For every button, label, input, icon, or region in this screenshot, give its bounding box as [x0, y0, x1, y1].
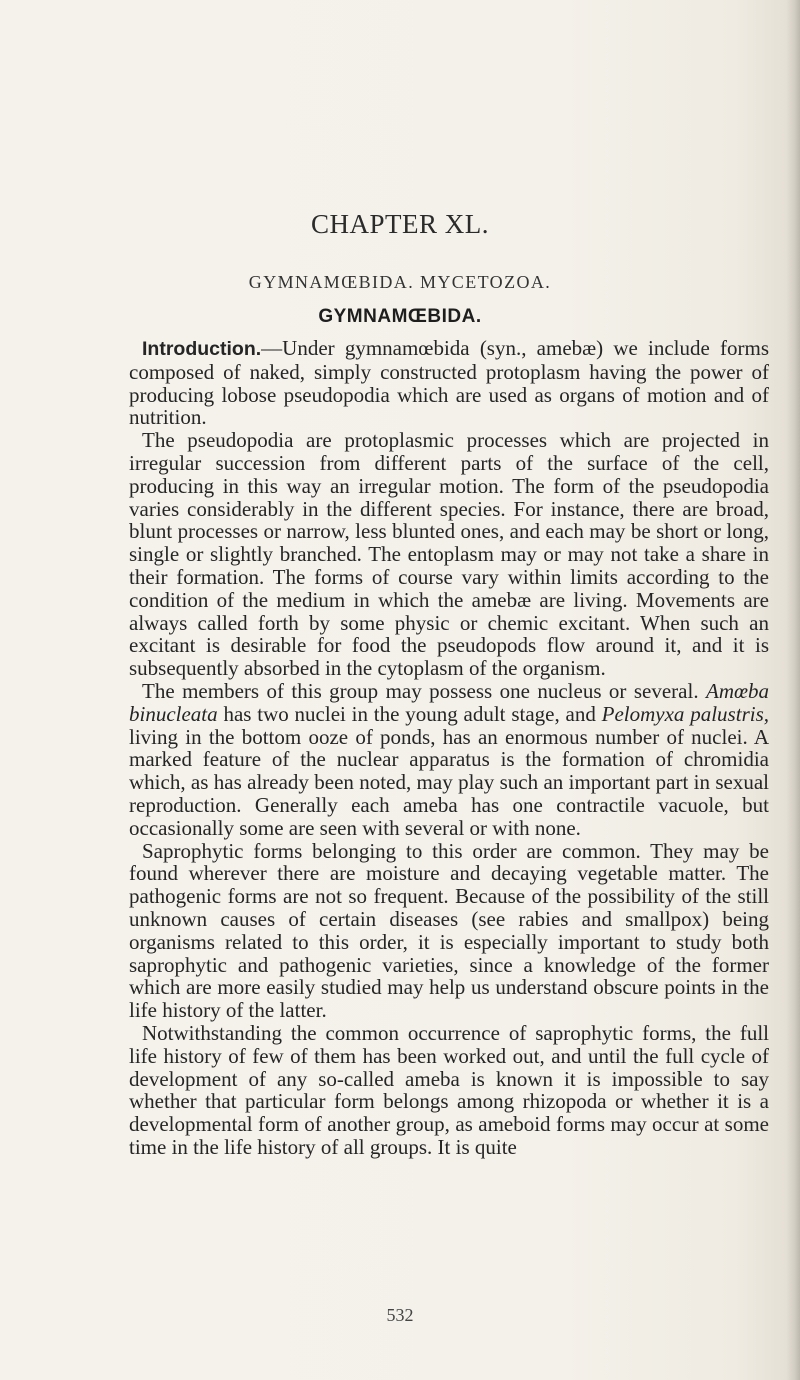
- paragraph-introduction: [129, 337, 769, 429]
- paragraph-text: has two nuclei in the young adult stage, and: [223, 701, 596, 726]
- paragraph-text: The members of this group may possess one nucleus or several.: [142, 678, 699, 703]
- paragraph-text: living in the bottom ooze of ponds, has an enormous number of nuclei. A marked feature of the nuclear apparatus is the formation of chromidia which, as has already been noted, may play such an important part in sexual reproduction. Generally each ameba has one contractile vacuole, but occasionally some are seen with several or with none.: [129, 724, 769, 840]
- species-name: Amœba binucleata: [129, 678, 770, 726]
- section-heading: GYMNAMŒBIDA.: [318, 306, 482, 327]
- page-edge-shadow: [786, 0, 800, 1380]
- chapter-title: CHAPTER XL.: [310, 209, 489, 239]
- chapter-subtitle: GYMNAMŒBIDA. MYCETOZOA.: [248, 272, 552, 292]
- paragraph-saprophytic: Saprophytic forms belonging to this order are common. They may be found wherever there are moisture and decaying vegetable matter. The pathogenic forms are not so frequent. Because of the possibility of the still unknown causes of certain diseases (see rabies and smallpox) being organisms related to this order, it is especially important to study both saprophytic and pathogenic varieties, since a knowledge of the former which are more easily studied may help us understand obscure points in the life history of the latter.: [129, 838, 769, 1023]
- paragraph-text: —Under gymnamœbida (syn., amebæ) we include forms composed of naked, simply constructed protoplasm having the power of producing lobose pseudopodia which are used as organs of motion and of nutrition.: [129, 336, 769, 430]
- page-number: 532: [386, 1305, 414, 1325]
- paragraph-pseudopodia: The pseudopodia are protoplasmic processes which are projected in irregular succession from different parts of the surface of the cell, producing in this way an irregular motion. The form of the pseudopodia varies considerably in the different species. For instance, there are broad, blunt processes or narrow, less blunted ones, and each may be short or long, single or slightly branched. The entoplasm may or may not take a share in their formation. The forms of course vary within limits according to the condition of the medium in which the amebæ are living. Movements are always called forth by some physic or chemic excitant. When such an excitant is desirable for food the pseudopods flow around it, and it is subsequently absorbed in the cytoplasm of the organism.: [129, 428, 769, 681]
- species-name: Pelomyxa palustris,: [601, 701, 769, 726]
- paragraph-nuclei: [129, 680, 769, 840]
- body-text: [129, 337, 769, 1159]
- paragraph-life-history: Notwithstanding the common occurrence of saprophytic forms, the full life history of few of them has been worked out, and until the full cycle of development of any so-called ameba is known it is impossible to say whether that particular form belongs among rhizopoda or whether it is a developmental form of another group, as ameboid forms may occur at some time in the life history of all groups. It is quite: [129, 1020, 769, 1159]
- run-in-heading: Introduction.: [142, 338, 262, 360]
